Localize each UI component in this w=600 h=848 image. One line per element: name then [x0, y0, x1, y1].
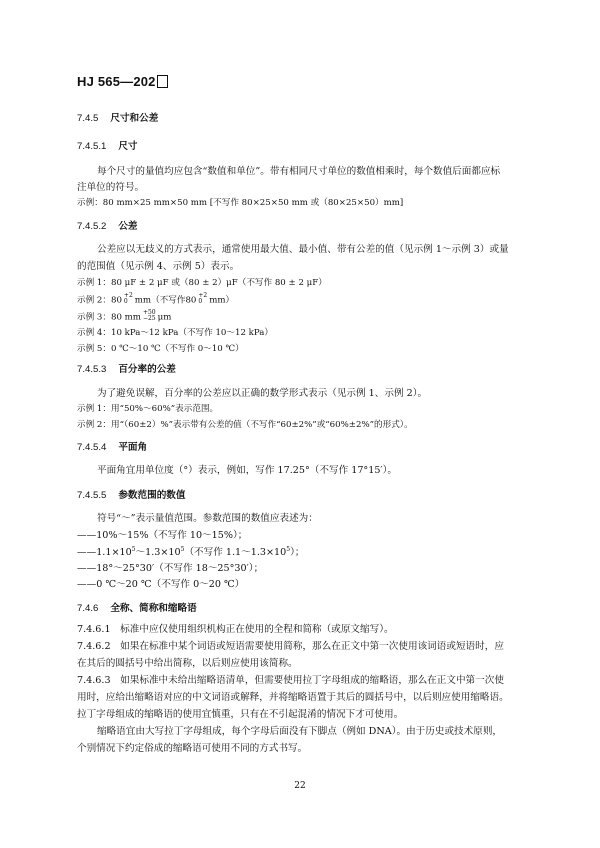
section-heading-7-4-5 — [77, 112, 158, 125]
tolerance-stack — [124, 293, 133, 305]
standard-code-header — [77, 74, 168, 89]
example-text: μm — [157, 312, 172, 323]
section-title: 参数范围的数值 — [118, 490, 186, 501]
paragraph-line: 拉丁字母组成的缩略语的使用宜慎重，只有在不引起混淆的情况下才可使用。 — [77, 709, 404, 720]
paragraph-line: 在其后的圆括号中给出简称，以后则应使用该简称。 — [77, 658, 298, 669]
paragraph-line: 7.4.6.2 如果在标准中某个词语或短语需要使用简称，那么在正文中第一次使用该词语或短语时，应 — [77, 641, 504, 652]
example-line: 示例 1：用“50%～60%”表示范围。 — [77, 404, 219, 414]
example-line: 示例 1：80 μF ± 2 μF 或（80 ± 2）μF（不写作 80 ± 2 μF） — [77, 278, 327, 288]
section-heading-7-4-5-2 — [77, 220, 138, 233]
section-heading-7-4-5-5 — [77, 489, 186, 502]
tolerance-stack — [198, 293, 207, 305]
page-number: 22 — [294, 781, 306, 791]
paragraph-line: 符号“～”表示量值范围。参数范围的数值应表述为： — [97, 513, 318, 524]
section-heading-7-4-6 — [77, 602, 197, 615]
section-title: 公差 — [118, 221, 138, 232]
paragraph-line: 的范围值（见示例 4、示例 5）表示。 — [77, 261, 240, 272]
example-text: mm） — [209, 295, 235, 306]
section-title: 全称、简称和缩略语 — [110, 603, 197, 614]
paragraph-line: 注单位的符号。 — [77, 182, 145, 193]
list-item: ——18°～25°30′（不写作 18～25°30′）； — [77, 563, 264, 574]
section-heading-7-4-5-1 — [77, 140, 138, 153]
example-text: 示例 3：80 mm — [77, 312, 141, 323]
section-title: 平面角 — [118, 442, 148, 453]
list-text: ——1.1×10 — [77, 547, 132, 558]
list-text: （不写作 1.1～1.3×10 — [184, 547, 287, 558]
paragraph-line: 每个尺寸的量值均应包含“数值和单位”。带有相同尺寸单位的数值相乘时，每个数值后面都应标 — [97, 166, 501, 177]
lower-tolerance: 0 — [123, 298, 128, 305]
section-title: 百分率的公差 — [118, 364, 176, 375]
paragraph-line: 用时，应给出缩略语对应的中文词语或解释，并将缩略语置于其后的圆括号中，以后则应使用缩略语。 — [77, 692, 509, 703]
list-item: ——0 ℃～20 ℃（不写作 0～20 ℃） — [77, 579, 245, 590]
example-text: 示例 2：80 — [77, 295, 122, 306]
example-line — [77, 294, 234, 308]
list-item — [77, 546, 304, 560]
tolerance-stack — [143, 310, 156, 322]
section-heading-7-4-5-4 — [77, 441, 147, 454]
section-title: 尺寸 — [118, 141, 138, 152]
section-number: 7.4.6 — [77, 603, 99, 614]
paragraph-line: 公差应以无歧义的方式表示，通常使用最大值、最小值、带有公差的值（见示例 1～示例 3）或量 — [97, 244, 509, 255]
placeholder-box-icon — [157, 75, 168, 88]
exponent: 5 — [286, 546, 291, 553]
section-number: 7.4.5.5 — [77, 490, 107, 501]
paragraph-line: 平面角宜用单位度（°）表示，例如，写作 17.25°（不写作 17°15′）。 — [97, 465, 397, 476]
section-number: 7.4.5.4 — [77, 442, 107, 453]
paragraph-line: 缩略语宜由大写拉丁字母组成，每个字母后面没有下脚点（例如 DNA）。由于历史或技术原则， — [97, 726, 503, 737]
section-number: 7.4.5.1 — [77, 141, 107, 152]
list-item: ——10%～15%（不写作 10～15%）； — [77, 530, 248, 541]
section-number: 7.4.5.2 — [77, 221, 107, 232]
example-line: 示例：80 mm×25 mm×50 mm [不写作 80×25×50 mm 或（80×25×50）mm] — [77, 198, 404, 208]
section-number: 7.4.5.3 — [77, 364, 107, 375]
exponent: 5 — [180, 546, 185, 553]
upper-tolerance: +50 — [142, 309, 156, 316]
section-heading-7-4-5-3 — [77, 363, 176, 376]
lower-tolerance: 0 — [198, 298, 203, 305]
example-line: 示例 4：10 kPa～12 kPa（不写作 10～12 kPa） — [77, 328, 273, 338]
paragraph-line: 7.4.6.3 如果标准中未给出缩略语清单，但需要使用拉丁字母组成的缩略语，那么在正文中第一次使 — [77, 675, 504, 686]
example-line: 示例 2：用“（60±2）%”表示带有公差的值（不写作“60±2%”或“60%±2%”的形式）。 — [77, 420, 413, 430]
example-line — [77, 311, 171, 325]
paragraph-line: 为了避免误解，百分率的公差应以正确的数学形式表示（见示例 1、示例 2）。 — [97, 388, 428, 399]
paragraph-line: 个别情况下约定俗成的缩略语可使用不同的方式书写。 — [77, 743, 308, 754]
list-text: ）； — [290, 547, 305, 558]
standard-code: HJ 565—202 — [77, 74, 156, 89]
section-title: 尺寸和公差 — [110, 113, 159, 124]
list-text: ～1.3×10 — [135, 547, 181, 558]
lower-tolerance: −25 — [142, 315, 156, 322]
example-text: mm（不写作80 — [134, 295, 197, 306]
paragraph-line: 7.4.6.1 标准中应仅使用组织机构正在使用的全程和简称（或原文缩写）。 — [77, 624, 394, 635]
upper-tolerance: +2 — [198, 292, 208, 299]
exponent: 5 — [131, 546, 136, 553]
section-number: 7.4.5 — [77, 113, 99, 124]
example-line: 示例 5：0 ℃～10 ℃（不写作 0～10 ℃） — [77, 344, 244, 354]
upper-tolerance: +2 — [123, 292, 133, 299]
